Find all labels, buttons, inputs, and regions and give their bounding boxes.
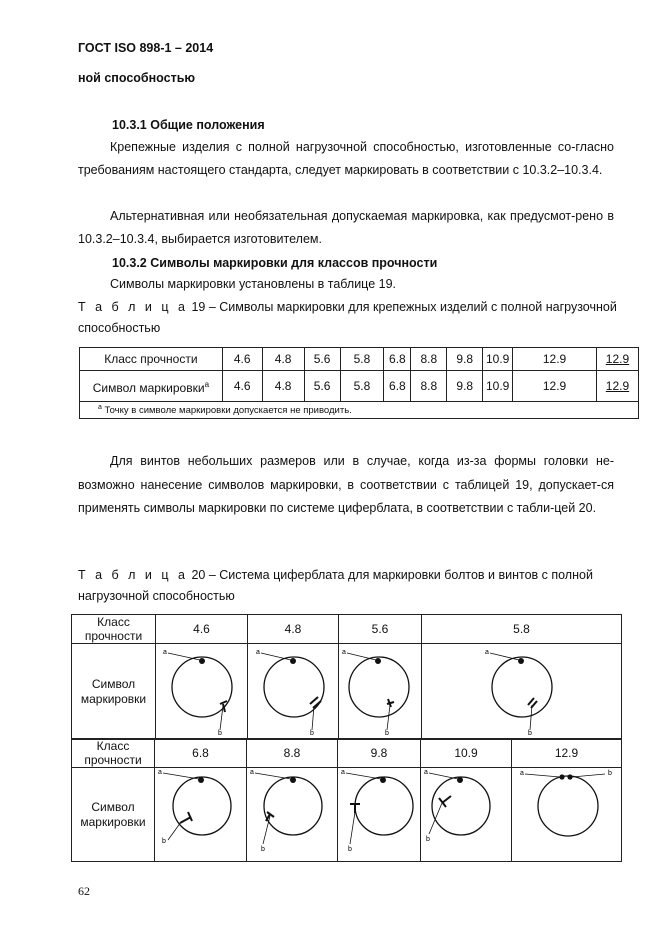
table19-cell: 12.9 <box>596 371 638 402</box>
table19-cell: 4.6 <box>222 371 262 402</box>
table19-cell: 12.9 <box>513 348 597 371</box>
table20-row1 <box>71 614 622 740</box>
label-a: a <box>163 649 167 656</box>
label-a: a <box>158 769 162 776</box>
dial-cell <box>421 768 512 862</box>
table19-cell: 12.9 <box>596 348 638 371</box>
dial-symbol-5-6 <box>339 644 421 736</box>
marker-line <box>310 697 318 704</box>
leader-b <box>530 705 532 730</box>
table20-class: 8.8 <box>247 739 338 768</box>
footnote-mark: a <box>98 403 102 411</box>
leader-b <box>168 822 181 840</box>
dial-symbol-10-9 <box>421 768 511 858</box>
table19-row-symbol <box>80 371 639 402</box>
table19-cell: 4.6 <box>222 348 262 371</box>
label-a: a <box>256 649 260 656</box>
marker-line <box>442 796 451 803</box>
paragraph-general-2: Альтернативная или необязательная допускаемая маркировка, как предусмот-рено в 10.3.2–10.3.4, выбирается изготовителем. <box>78 209 614 246</box>
marker-line <box>387 702 394 704</box>
table20-caption-text: 20 – Система циферблата для маркировки болтов и винтов с полной нагрузочной способностью <box>78 568 593 603</box>
dial-dot <box>518 658 524 664</box>
table19-row-class <box>80 348 639 371</box>
dial-cell <box>512 768 622 862</box>
table19-caption <box>78 297 618 339</box>
label-b: b <box>348 846 352 853</box>
table19-cell: 10.9 <box>483 348 513 371</box>
footnote-ref: a <box>204 379 210 389</box>
table20-class: 9.8 <box>338 739 421 768</box>
table19-caption-text: 19 – Символы маркировки для крепежных изделий с полной нагрузочной способностью <box>78 300 617 335</box>
leader-a <box>525 774 560 777</box>
table19-cell: 6.8 <box>384 348 411 371</box>
dial-symbol-9-8 <box>338 768 420 858</box>
table20-symbol-row-1 <box>72 644 622 740</box>
dial-symbol-4-8 <box>248 644 338 736</box>
table20-symbol-label: Символ маркировки <box>72 768 155 862</box>
dial-symbol-5-8 <box>422 644 621 736</box>
leader-b <box>429 803 442 834</box>
label-a: a <box>520 770 524 777</box>
table19-footnote <box>80 402 639 419</box>
label-b: b <box>608 770 612 777</box>
table19-cell: 12.9 <box>513 371 597 402</box>
table19 <box>79 347 639 419</box>
table20-class: 5.8 <box>422 615 622 644</box>
table20-class: 10.9 <box>421 739 512 768</box>
dial-symbol-12-9 <box>512 768 621 858</box>
leader-b <box>572 774 605 777</box>
dial-cell <box>247 768 338 862</box>
table20-row2 <box>71 738 622 862</box>
leader-b <box>350 812 355 844</box>
dial-dot <box>198 777 204 783</box>
section-heading-10-3-2: 10.3.2 Символы маркировки для классов прочности <box>112 256 438 270</box>
table20-symbol-row-2 <box>72 768 622 862</box>
marker-line <box>180 817 191 823</box>
table20-class-label: Класс прочности <box>72 739 155 768</box>
dial-circle <box>264 777 322 835</box>
label-b: b <box>310 730 314 736</box>
table20-class-row-1 <box>72 615 622 644</box>
dial-symbol-6-8 <box>155 768 246 858</box>
label-a: a <box>485 649 489 656</box>
marker-line <box>220 701 227 704</box>
label-a: a <box>424 769 428 776</box>
table20-caption-prefix: Т а б л и ц а <box>78 568 188 582</box>
table19-cell: 4.8 <box>262 371 304 402</box>
label-a: a <box>342 649 346 656</box>
table19-footnote-row <box>80 402 639 419</box>
dial-dot <box>375 658 381 664</box>
table19-cell: 10.9 <box>483 371 513 402</box>
marker-line <box>188 812 192 821</box>
leader-a <box>346 773 381 779</box>
label-b: b <box>528 730 532 736</box>
label-b: b <box>385 730 389 736</box>
dial-dot <box>457 777 463 783</box>
table19-cell: 8.8 <box>411 371 447 402</box>
leader-a <box>255 773 291 779</box>
table19-cell: 9.8 <box>447 348 483 371</box>
dial-circle <box>349 657 409 717</box>
dial-symbol-8-8 <box>247 768 337 858</box>
dial-dot <box>290 658 296 664</box>
table19-cell: 5.6 <box>304 348 340 371</box>
marker-line <box>223 704 225 712</box>
table19-cell: 5.8 <box>340 371 384 402</box>
label-a: a <box>341 769 345 776</box>
paragraph-marking: Символы маркировки установлены в таблице 19. <box>110 277 397 291</box>
table20-class: 4.8 <box>248 615 339 644</box>
dial-cell <box>339 644 422 740</box>
table19-cell: 5.6 <box>304 371 340 402</box>
table20-class-row-2 <box>72 739 622 768</box>
table19-cell: 9.8 <box>447 371 483 402</box>
dial-dot <box>199 658 205 664</box>
leader-b <box>387 705 390 730</box>
label-b: b <box>162 838 166 845</box>
table19-cell: 8.8 <box>411 348 447 371</box>
dial-cell <box>156 644 248 740</box>
marker-line <box>528 698 534 705</box>
section-heading-10-3-1: 10.3.1 Общие положения <box>112 118 265 132</box>
leader-a <box>347 653 376 660</box>
table20-class: 6.8 <box>155 739 247 768</box>
dial-circle <box>538 776 598 836</box>
leader-a <box>490 653 519 660</box>
label-b: b <box>218 730 222 736</box>
dial-dot <box>380 777 386 783</box>
table20-class: 12.9 <box>512 739 622 768</box>
label-b: b <box>261 846 265 853</box>
table20-class: 4.6 <box>156 615 248 644</box>
dial-cell <box>155 768 247 862</box>
table20-caption <box>78 565 618 607</box>
leader-a <box>163 773 199 779</box>
table19-cell: 5.8 <box>340 348 384 371</box>
dial-circle <box>264 657 324 717</box>
table19-cell: 4.8 <box>262 348 304 371</box>
dial-circle <box>173 777 231 835</box>
dial-dot <box>567 774 572 779</box>
table20-class: 5.6 <box>339 615 422 644</box>
table20-symbol-label: Символ маркировки <box>72 644 156 740</box>
dial-dot <box>290 777 296 783</box>
table20-class-label: Класс прочности <box>72 615 156 644</box>
leader-a <box>168 653 200 660</box>
table19-label-class: Класс прочности <box>80 348 223 371</box>
dial-cell <box>248 644 339 740</box>
table19-cell: 6.8 <box>384 371 411 402</box>
dial-circle <box>492 657 552 717</box>
table19-label-symbol-text: Символ маркировки <box>92 380 205 395</box>
table19-label-symbol <box>80 371 223 402</box>
paragraph-small-screws: Для винтов небольших размеров или в случае, когда из-за формы головки не-возможно нанесение символов маркировки, в соответствии с таблицей 19, допускает-ся применять символы маркировки по системе циферблата, в соответствии с табли-цей 20. <box>78 454 614 515</box>
dial-cell <box>422 644 622 740</box>
leader-a <box>429 773 458 779</box>
table19-caption-prefix: Т а б л и ц а <box>78 300 188 314</box>
continued-heading: ной способностью <box>78 71 196 85</box>
leader-a <box>261 653 291 660</box>
label-b: b <box>426 836 430 843</box>
dial-symbol-4-6 <box>156 644 247 736</box>
dial-cell <box>338 768 421 862</box>
paragraph-general-1: Крепежные изделия с полной нагрузочной способностью, изготовленные со-гласно требованиям настоящего стандарта, следует маркировать в соответствии с 10.3.2–10.3.4. <box>78 140 614 177</box>
table19-footnote-text: Точку в символе маркировки допускается не приводить. <box>101 405 352 417</box>
dial-dot <box>559 774 564 779</box>
standard-header: ГОСТ ISO 898-1 – 2014 <box>78 41 214 55</box>
page-number: 62 <box>78 884 90 898</box>
dial-circle <box>355 777 413 835</box>
label-a: a <box>250 769 254 776</box>
